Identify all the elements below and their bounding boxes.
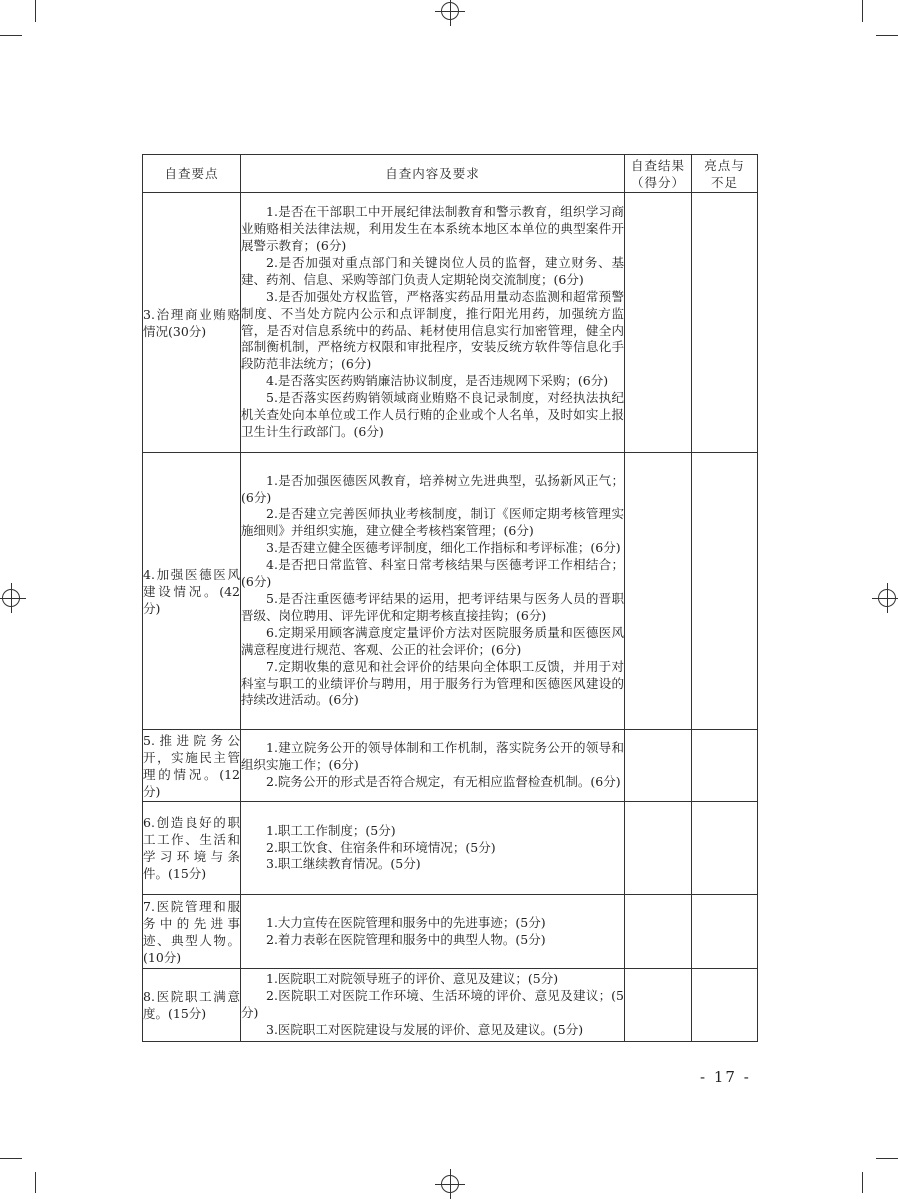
content-item: 2.是否建立完善医师执业考核制度，制订《医师定期考核管理实施细则》并组织实施，建立健全考核档案管理；(6分) — [241, 506, 624, 539]
table-row — [143, 453, 758, 730]
table-row — [143, 730, 758, 802]
header-note-line2: 不足 — [710, 174, 738, 190]
content-item: 5.是否落实医药购销领域商业贿赂不良记录制度，对经执法执纪机关查处向本单位或工作人员行贿的企业或个人名单，及时如实上报卫生计生行政部门。(6分) — [241, 390, 624, 439]
crop-mark — [0, 35, 22, 36]
content-item: 2.院务公开的形式是否符合规定，有无相应监督检查机制。(6分) — [266, 773, 621, 789]
row-content — [241, 730, 625, 802]
registration-mark — [441, 2, 459, 20]
row-key: 7.医院管理和服务中的先进事迹、典型人物。(10分) — [143, 895, 241, 969]
content-item: 3.是否建立健全医德考评制度，细化工作指标和考评标准；(6分) — [266, 540, 621, 556]
note-cell[interactable] — [692, 730, 758, 802]
note-cell[interactable] — [692, 969, 758, 1042]
table-row — [143, 802, 758, 895]
header-note — [692, 155, 758, 193]
header-result-line2: （得分） — [630, 174, 685, 190]
crop-mark — [876, 1158, 898, 1159]
result-cell[interactable] — [625, 193, 692, 453]
content-item: 1.是否在干部职工中开展纪律法制教育和警示教育，组织学习商业贿赂相关法律法规，利用发生在本系统本地区本单位的典型案件开展警示教育；(6分) — [241, 204, 624, 253]
content-item: 1.大力宣传在医院管理和服务中的先进事迹；(5分) — [266, 914, 546, 930]
result-cell[interactable] — [625, 730, 692, 802]
header-key: 自查要点 — [143, 155, 241, 193]
crop-mark — [35, 0, 36, 22]
row-key: 3.治理商业贿赂情况(30分) — [143, 193, 241, 453]
registration-mark — [2, 589, 20, 607]
content-item: 1.是否加强医德医风教育，培养树立先进典型，弘扬新风正气；(6分) — [241, 472, 624, 505]
content-item: 7.定期收集的意见和社会评价的结果向全体职工反馈，并用于对科室与职工的业绩评价与聘用，用于服务行为管理和医德医风建设的持续改进活动。(6分) — [241, 658, 624, 708]
table-row — [143, 193, 758, 453]
crop-mark — [862, 0, 863, 22]
page-number: - 17 - — [700, 1068, 751, 1086]
content-item: 1.职工工作制度；(5分) — [266, 822, 396, 838]
note-cell[interactable] — [692, 193, 758, 453]
content-item: 2.是否加强对重点部门和关键岗位人员的监督，建立财务、基建、药剂、信息、采购等部门负责人定期轮岗交流制度；(6分) — [241, 254, 624, 287]
content-item: 3.是否加强处方权监管，严格落实药品用量动态监测和超常预警制度、不当处方院内公示和点评制度，推行阳光用药，加强统方监管，是否对信息系统中的药品、耗材使用信息实行加密管理，健全内部制衡机制，严格统方权限和审批程序，安装反统方软件等信息化手段防范非法统方；(6分) — [241, 288, 624, 372]
row-content — [241, 193, 625, 453]
content-item: 2.医院职工对医院工作环境、生活环境的评价、意见及建议；(5分) — [241, 988, 624, 1020]
content-item: 4.是否把日常监管、科室日常考核结果与医德考评工作相结合；(6分) — [241, 557, 624, 590]
content-item: 5.是否注重医德考评结果的运用，把考评结果与医务人员的晋职晋级、岗位聘用、评先评优和定期考核直接挂钩；(6分) — [241, 591, 624, 623]
content-item: 4.是否落实医药购销廉洁协议制度，是否违规网下采购；(6分) — [266, 373, 609, 389]
row-key: 5.推进院务公开，实施民主管理的情况。(12分) — [143, 730, 241, 802]
crop-mark — [35, 1172, 36, 1193]
crop-mark — [0, 1158, 22, 1159]
note-cell[interactable] — [692, 802, 758, 895]
crop-mark — [876, 35, 898, 36]
result-cell[interactable] — [625, 895, 692, 969]
result-cell[interactable] — [625, 802, 692, 895]
row-key: 8.医院职工满意度。(15分) — [143, 969, 241, 1042]
content-item: 2.着力表彰在医院管理和服务中的典型人物。(5分) — [266, 931, 546, 947]
content-item: 6.定期采用顾客满意度定量评价方法对医院服务质量和医德医风满意程度进行规范、客观、公正的社会评价；(6分) — [241, 624, 624, 657]
note-cell[interactable] — [692, 453, 758, 730]
row-content — [241, 802, 625, 895]
registration-mark — [441, 1175, 459, 1193]
header-result-line1: 自查结果 — [630, 157, 685, 173]
registration-mark — [878, 589, 896, 607]
result-cell[interactable] — [625, 453, 692, 730]
row-key: 6.创造良好的职工工作、生活和学习环境与条件。(15分) — [143, 802, 241, 895]
table-row — [143, 895, 758, 969]
row-content — [241, 895, 625, 969]
content-item: 2.职工饮食、住宿条件和环境情况；(5分) — [266, 839, 496, 855]
header-content: 自查内容及要求 — [241, 155, 625, 193]
content-item: 3.职工继续教育情况。(5分) — [266, 856, 421, 872]
note-cell[interactable] — [692, 895, 758, 969]
content-item: 1.建立院务公开的领导体制和工作机制，落实院务公开的领导和组织实施工作；(6分) — [241, 740, 624, 773]
result-cell[interactable] — [625, 969, 692, 1042]
row-content — [241, 453, 625, 730]
row-key: 4.加强医德医风建设情况。(42分) — [143, 453, 241, 730]
crop-mark — [862, 1172, 863, 1193]
header-result — [625, 155, 692, 193]
content-item: 3.医院职工对医院建设与发展的评价、意见及建议。(5分) — [266, 1021, 584, 1037]
content-item: 1.医院职工对院领导班子的评价、意见及建议；(5分) — [266, 971, 559, 987]
row-content — [241, 969, 625, 1042]
self-check-table — [142, 154, 758, 1042]
table-row — [143, 969, 758, 1042]
table-header-row — [143, 155, 758, 193]
header-note-line1: 亮点与 — [704, 157, 745, 173]
